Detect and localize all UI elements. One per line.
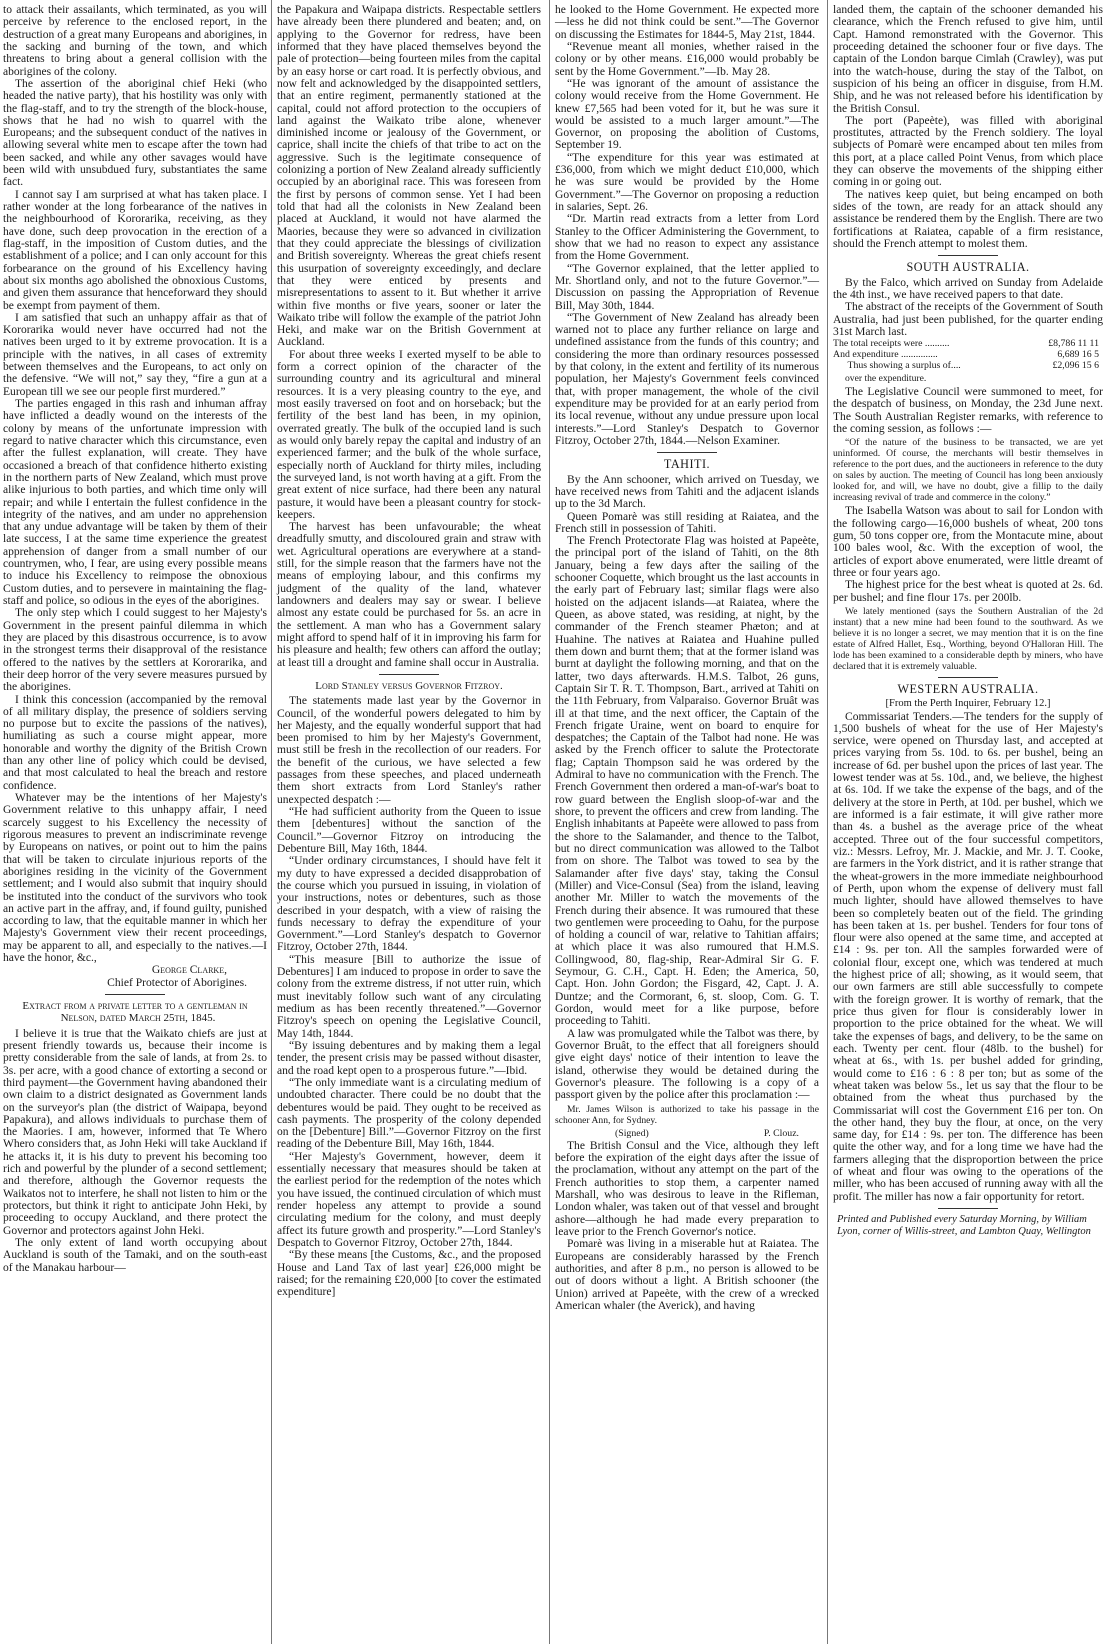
article-paragraph: “Dr. Martin read extracts from a letter from Lord Stanley to the Officer Administering the Government, to show that we had no reason to expect any assistance from the Home Government.	[555, 213, 819, 263]
row-value: £2,096 15 6	[1052, 360, 1099, 372]
small-print-paragraph: We lately mentioned (says the Southern Australian of the 2d instant) that a new mine had been found to the southward. As we believe it is no longer a secret, we may mention that it is on the fine estate of Alfred Hallet, Esq., Worthing, beyond O'Halloran Hill. The lode has been examined to a considerable depth by miners, who have declared that it is extremely valuable.	[833, 605, 1103, 672]
small-print-paragraph: Mr. James Wilson is authorized to take his passage in the schooner Ann, for Sydney.	[555, 1103, 819, 1126]
article-paragraph: “By issuing debentures and by making them a legal tender, the present crisis may be passed without disaster, and the road kept open to a prosperous future.”—Ibid.	[277, 1039, 541, 1077]
article-paragraph: “This measure [Bill to authorize the issue of Debentures] I am induced to propose in order to save the colony from the extreme distress, if not utter ruin, which must inevitably follow such want of any circulating medium as has been recently threatened.”—Governor Fitzroy's speech on opening the Legislative Council, May 14th, 1844.	[277, 953, 541, 1040]
row-value: 6,689 16 5	[1057, 349, 1099, 361]
column-3	[555, 4, 819, 1312]
article-paragraph: “The Governor explained, that the letter applied to Mr. Shortland only, and not to the future Governor.”—Discussion on passing the Appropriation of Revenue Bill, May 30th, 1844.	[555, 262, 819, 312]
row-value: P. Clouz.	[763, 1127, 799, 1139]
column-4	[833, 4, 1103, 1238]
article-paragraph: “The expenditure for this year was estimated at £36,000, from which we might deduct £10,000, which he was sure would be provided by the Home Government.”—The Governor on proposing a reduction in salaries, Sept. 26.	[555, 151, 819, 213]
article-paragraph: For about three weeks I exerted myself to be able to form a correct opinion of the character of the surrounding country and its agricultural and mineral resources. It is a very pleasing country to the eye, and most easily traversed on foot and on horseback; but the fertility of the best land has been, in my opinion, overrated greatly. The bulk of the occupied land is such as would only barely repay the capital and industry of an experienced farmer; and the bulk of the whole surface, especially north of Auckland for thirty miles, including the surveyed land, is not worth having at a gift. From the great extent of nice surface, had there been any natural pasture, it would have been a pleasant country for stock-keepers.	[277, 348, 541, 521]
article-paragraph: “Her Majesty's Government, however, deem it essentially necessary that measures should be taken at the earliest period for the redemption of the notes which you have issued, the continued circulation of which must render hopeless any attempt to provide a sound circulating medium for the colony, and must deeply affect its future growth and prosperity.”—Lord Stanley's Despatch to Governor Fitzroy, October 27th, 1844.	[277, 1150, 541, 1249]
article-paragraph: A law was promulgated while the Talbot was there, by Governor Bruât, to the effect that all foreigners should give eight days' notice of their intention to leave the island, otherwise they would be detained during the Governor's pleasure. The following is a copy of a passport given by the police after this proclamation :—	[555, 1027, 819, 1102]
section-rule	[657, 452, 717, 453]
accounts-row	[833, 338, 1103, 349]
section-heading: TAHITI.	[663, 457, 711, 472]
article-paragraph: Pomarè was living in a miserable hut at Raiatea. The Europeans are considerably harassed by the French authorities, and after 8 p.m., no person is allowed to be out of doors without a light. A British schooner (the Union) arrived at Papeète, with the crew of a wrecked American whaler (the Averick), and having	[555, 1238, 819, 1312]
article-paragraph: the Papakura and Waipapa districts. Respectable settlers have already been there plundered and beaten; and, on applying to the Governor for redress, have been informed that they have placed themselves beyond the pale of protection—being fourteen miles from the capital by an easy horse or cart road. It is perfectly obvious, and now felt and acknowledged by the disappointed settlers, that an entire regiment, permanently stationed at the capital, could not afford protection to the occupiers of land against the Waikato tribe alone, whenever diminished income or jealousy of the Government, or caprice, shall incite the chiefs of that tribe to act on the aggressive. Such is the legitimate consequence of colonizing a portion of New Zealand already sufficiently occupied by an aboriginal race. This was foreseen from the first by persons of common sense. Yet I had been told that had all the colonists in New Zealand been placed at Auckland, it would not have alarmed the Maories, because they were so advanced in civilization that they could appreciate the blessings of civilization and British sovereignty. Whereas the great chiefs resent this usurpation of sovereignty exceedingly, and declare that they were enticed by presents and misrepresentations to assent to it. But whether it arrive within five months or five years, sooner or later the Waikato tribe will follow the example of the patriot John Heki, and make war on the British Government at Auckland.	[277, 4, 541, 349]
column-divider	[271, 0, 272, 1644]
article-paragraph: I am satisfied that such an unhappy affair as that of Kororarika would never have occurred had not the natives been urged to it by extreme provocation. It is a principle with the natives, in all cases of extremity between themselves and the Europeans, to act only on the defensive. “We will not,” say they, “fire a gun at a European till we see our people first murdered.”	[3, 311, 267, 398]
row-label: And expenditure ...............	[833, 349, 938, 361]
article-paragraph: The abstract of the receipts of the Government of South Australia, had just been published, for the quarter ending 31st March last.	[833, 301, 1103, 338]
section-rule	[938, 1208, 998, 1209]
passport-signature	[555, 1128, 819, 1140]
article-paragraph: Queen Pomarè was still residing at Raiatea, and the French still in possession of Tahiti.	[555, 510, 819, 535]
small-print-paragraph: over the expenditure.	[845, 373, 927, 385]
row-label: (Signed)	[615, 1127, 649, 1139]
article-paragraph: The port (Papeète), was filled with aboriginal prostitutes, attracted by the French soldiery. The loyal subjects of Pomarè were encamped about ten miles from this port, at a place called Point Venus, from which place they can observe the movements of the shipping either coming in or going out.	[833, 114, 1103, 189]
section-rule	[379, 674, 439, 675]
article-paragraph: “Revenue meant all monies, whether raised in the colony or by other means. £16,000 would probably be sent by the Home Government.”—Ib. May 28.	[555, 40, 819, 78]
article-heading: Extract from a private letter to a gentleman in Nelson, dated March 25th, 1845.	[22, 1000, 248, 1025]
article-paragraph: I believe it is true that the Waikato chiefs are just at present friendly towards us, because their income is pretty considerable from the sale of lands, at from 2s. to 3s. per acre, with a good chance of extorting a second or third payment—the Government having abandoned their own claim to a district designated as Government lands on the surveyor's plan (the district of Waipapa, beyond Papakura), and allows individuals to purchase them of the Maories. I am, however, informed that Te Whero Whero considers that, as John Heki will take Auckland if he attacks it, it is his duty to prevent his becoming too rich and powerful by the plunder of a second settlement; and therefore, although the Governor requests the Waikatos not to interfere, he shall not listen to him or the protectors, but think it right to anticipate John Heki, by proceeding to occupy Auckland, and there protect the Governor and protectors against John Heki.	[3, 1027, 267, 1237]
article-paragraph: The only extent of land worth occupying about Auckland is south of the Tamaki, and on the south-east of the Manakau harbour—	[3, 1236, 267, 1274]
article-paragraph: “He was ignorant of the amount of assistance the colony would receive from the Home Government. He knew £7,565 had been voted for it, but he was sure it would be assisted to a much larger amount.”—The Governor, on proposing the abolition of Customs, September 19.	[555, 77, 819, 152]
article-paragraph: The assertion of the aboriginal chief Heki (who headed the native party), that his hostility was only with the flag-staff, and to try the strength of the block-house, shows that he had no wish to quarrel with the Europeans; and the subsequent conduct of the natives in allowing several white men to escape after the town had been sacked, and while any other savages would have been wild with unsubdued fury, substantiates the same fact.	[3, 77, 267, 189]
column-divider	[549, 0, 550, 1644]
section-rule	[105, 994, 165, 995]
article-paragraph: The only step which I could suggest to her Majesty's Government in the present painful dilemma in which they are placed by this disastrous occurrence, is to avow in the strongest terms their disapproval of the resistance offered to the natives by the settlers at Kororarika, and their deep horror of the very severe measures pursued by the aborigines.	[3, 607, 267, 694]
article-paragraph: The French Protectorate Flag was hoisted at Papeète, the principal port of the island of Tahiti, on the 8th January, being a few days after the sailing of the schooner Coquette, which brought us the last accounts in the early part of February last; similar flags were also hoisted on the adjacent islands—at Raiatea, where the Queen, as above stated, was residing, at night, by the commander of the French steamer Phæton; and at Huahine. The natives at Raiatea and Huahine pulled them down and burnt them; that at the former island was burnt at daylight the following morning, and that on the latter, two days afterwards. H.M.S. Talbot, 26 guns, Captain Sir T. R. T. Thompson, Bart., arrived at Tahiti on the 11th February, from Valparaiso. Governor Bruât was ill at that time, and the next officer, the Captain of the French frigate Uraine, went on board to enquire for despatches; the Captain of the Talbot had none. He was asked by the French officer to salute the Protectorate flag; Captain Thompson said he was ordered by the Admiral to have no communication with the French. The French Government then ordered a man-of-war's boat to row guard between the English sloop-of-war and the shore, to prevent the officers and crew from landing. The English inhabitants at Papeète were allowed to pass from the shore to the Salamander, and thence to the Talbot, but no direct communication was allowed to the Talbot from on shore. The Talbot was towed to sea by the Salamander after five days' stay, taking the Consul (Miller) and Vice-Consul (Sea) from the island, leaving another Mr. Miller to watch the movements of the French during their absence. It was rumoured that these two gentlemen were proceeding to Oahu, for the purpose of holding a council of war, relative to Tahitian affairs; at which place it was also rumoured that H.M.S. Collingwood, 80, flag-ship, Rear-Admiral Sir G. F. Seymour, G. C.H., Capt. H. Eden; the America, 50, Capt. Hon. John Gordon; the Fisgard, 42, Capt. J. A. Duntze; and the Cormorant, 6, st. sloop, Com. G. T. Gordon, would meet for a like purpose, before proceeding to Tahiti.	[555, 535, 819, 1028]
article-paragraph: “The only immediate want is a circulating medium of undoubted character. There could be no doubt that the debentures would be paid. They ought to be received as cash payments. The prosperity of the colony depended on the [Debenture] Bill.”—Governor Fitzroy on the first reading of the Debenture Bill, May 16th, 1844.	[277, 1076, 541, 1151]
article-paragraph: The Legislative Council were summoned to meet, for the despatch of business, on Monday, the 23d June next. The South Australian Register remarks, with reference to the coming session, as follows :—	[833, 386, 1103, 436]
article-paragraph: The Isabella Watson was about to sail for London with the following cargo—16,000 bushels of wheat, 200 tons gum, 50 tons copper ore, from the Montacute mine, about 100 bales wool, &c. With the exception of wool, the articles of export above enumerated, were little dreamt of three or four years ago.	[833, 505, 1103, 579]
article-paragraph: landed them, the captain of the schooner demanded his clearance, which the French refused to give him, until Capt. Hamond remonstrated with the Governor. This proceeding detained the schooner four or five days. The captain of the London barque Cimlah (Crawley), was put into the watch-house, during the stay of the Talbot, on suspicion of his being an officer in disguise, from H.M. Ship, and he was not released before his identification by the British Consul.	[833, 4, 1103, 115]
column-2	[277, 4, 541, 1299]
row-label: Thus showing a surplus of....	[833, 360, 961, 372]
imprint-line: Printed and Published every Saturday Morning, by William Lyon, corner of Willis-street, and Lambton Quay, Wellington	[837, 1214, 1091, 1237]
source-line: [From the Perth Inquirer, February 12.]	[885, 698, 1051, 710]
section-rule	[938, 677, 998, 678]
row-label: The total receipts were ..........	[833, 338, 950, 350]
article-paragraph: I think this concession (accompanied by the removal of all military display, the presence of soldiers serving no purpose but to excite the passions of the natives), humiliating as such a course might appear, more honorable and worthy the dignity of the British Crown than any other line of policy which could be devised, and that most calculated to heal the breach and restore confidence.	[3, 693, 267, 792]
column-divider	[827, 0, 828, 1644]
article-heading: Lord Stanley versus Governor Fitzroy.	[315, 679, 503, 692]
signature-name: George Clarke,	[151, 964, 227, 977]
section-rule	[938, 255, 998, 256]
column-1	[3, 4, 267, 1274]
article-paragraph: The parties engaged in this rash and inhuman affray have inflicted a deadly wound on the interests of the colony by means of the unfortunate impression with regard to native character which this circumstance, even after the fullest explanation, will create. They have occasioned a breach of that confidence hitherto existing in the northern parts of New Zealand, which must prove alike injurious to both parties, and which time only will repair; and while I entertain the fullest confidence in the integrity of the natives, and am under no apprehension that any undue advantage will be taken by them of their late success, I at the same time experience the greatest apprehension of danger from a small number of our countrymen, who, I fear, are using every possible means to induce his Excellency to reimpose the obnoxious Custom duties, and to persevere in maintaining the flag-staff and police, so odious in the eyes of the aborigines.	[3, 398, 267, 607]
accounts-row	[833, 349, 1103, 360]
article-paragraph: “Under ordinary circumstances, I should have felt it my duty to have expressed a decided disapprobation of the course which you pursued in issuing, in violation of your instructions, notes or debentures, such as those described in your despatch, with a view of raising the funds necessary to defray the expenditure of your Government.”—Lord Stanley's despatch to Governor Fitzroy, October 27th, 1844.	[277, 855, 541, 954]
signature-title: Chief Protector of Aborigines.	[107, 976, 247, 989]
accounts-row	[833, 360, 1103, 371]
article-paragraph: The natives keep quiet, but being encamped on both sides of the town, are ready for an attack should any assistance be rendered them by the English. There are two fortifications at Raiatea, capable of a firm resistance, should the French attempt to molest them.	[833, 188, 1103, 250]
article-paragraph: he looked to the Home Government. He expected more—less he did not think could be sent.”—The Governor on discussing the Estimates for 1844-5, May 21st, 1844.	[555, 4, 819, 41]
article-paragraph: Whatever may be the intentions of her Majesty's Government relative to this unhappy affair, I need scarcely suggest to his Excellency the necessity of rigorous measures to prevent an indiscriminate revenge by Europeans on natives, or point out to him the pains that will be taken to circulate injurious reports of the aborigines residing in the vicinity of the Government settlement; and I would also submit that inquiry should be instituted into the conduct of the survivors who took an active part in the affray, and, if found guilty, punished according to law, that the equitable manner in which her Majesty's Government view their recent proceedings, may be apparent to all, and especially to the natives.—I have the honor, &c.,	[3, 792, 267, 965]
article-paragraph: By the Falco, which arrived on Sunday from Adelaide the 4th inst., we have received papers to that date.	[833, 276, 1103, 301]
article-paragraph: The statements made last year by the Governor in Council, of the wonderful powers delegated to him by her Majesty, and the equally wonderful support that had been promised to him by her Majesty's Government, must still be fresh in the recollection of our readers. For the benefit of the curious, we have selected a few passages from these speeches, and placed underneath them short extracts from Lord Stanley's rather unexpected despatch :—	[277, 695, 541, 806]
article-paragraph: to attack their assailants, which terminated, as you will perceive by reference to the enclosed report, in the destruction of a great many Europeans and aborigines, in the sacking and burning of the town, and which threatens to bring about a general collision with the aborigines of the colony.	[3, 4, 267, 78]
article-paragraph: By the Ann schooner, which arrived on Tuesday, we have received news from Tahiti and the adjacent islands up to the 3d March.	[555, 473, 819, 511]
article-paragraph: The British Consul and the Vice, although they left before the expiration of the eight days after the issue of the proclamation, without any attempt on the part of the French authorities to stop them, a carpenter named Marshall, who was desirous to leave in the Rifleman, London whaler, was taken out of that vessel and brought ashore—although he had made every preparation to leave prior to the French Governor's notice.	[555, 1139, 819, 1238]
row-value: £8,786 11 11	[1048, 338, 1099, 350]
article-paragraph: The harvest has been unfavourable; the wheat dreadfully smutty, and discoloured grain and straw with wet. Agricultural operations are everywhere at a stand-still, for the simple reason that the farmers have not the means of employing labour, and this confirms my judgment of the quality of the land, whatever landowners and dealers may say or swear. I believe almost any estate could be purchased for 5s. an acre in the settlement. A man who has a Government salary might afford to spend half of it in improving his farm for his pleasure and health; few others can afford the outlay; at least till a drought and famine shall occur in Australia.	[277, 521, 541, 669]
article-paragraph: “By these means [the Customs, &c., and the proposed House and Land Tax of last year] £26,000 might be raised; for the remaining £20,000 [to cover the estimated expenditure]	[277, 1249, 541, 1299]
article-paragraph: “The Government of New Zealand has already been warned not to place any further reliance on large and undefined assistance from the funds of this country; and considering the more than ordinary resources possessed by that colony, in the extent and fertility of its numerous population, her Majesty's Government feels convinced that, with proper management, the whole of the civil expenditure may be provided for at an early period from its local revenue, without any undue pressure upon local interests.”—Lord Stanley's Despatch to Governor Fitzroy, October 27th, 1844.—Nelson Examiner.	[555, 311, 819, 447]
section-heading: WESTERN AUSTRALIA.	[897, 681, 1039, 696]
article-paragraph: The highest price for the best wheat is quoted at 2s. 6d. per bushel; and fine flour 17s. per 200lb.	[833, 579, 1103, 604]
article-paragraph: Commissariat Tenders.—The tenders for the supply of 1,500 bushels of wheat for the use of Her Majesty's service, were opened on Thursday last, and accepted at prices varying from 5s. 10d. to 6s. per bushel, being an increase of 6d. per bushel upon the prices of last year. The lowest tender was at 5s. 10d., and, we believe, the highest at 6s. 10d. If we take the expense of the bags, and of the delivery at the store in Perth, at 10d. per bushel, which we are informed is a fair estimate, it will give rather more than 4s. a bushel as the average price of the wheat accepted. Three out of the four successful competitors, viz.: Messrs. Lefroy, Mr. J. Mackie, and Mr. J. T. Cooke, are farmers in the York district, and it is rather strange that the wheat-growers in the more immediate neighbourhood of Perth, upon whom the expense of delivery must fall much lighter, should have allowed themselves to have been so completely beaten out of the field. The grinding has been taken at 1s. per bushel. Tenders for four tons of flour were also opened at the same time, and accepted at £14 : 9s. per ton. All the samples forwarded were of colonial flour, except one, which was tendered at much the highest price of all; showing, as it would seem, that our own farmers are still able successfully to compete with the foreign grower. It is worthy of remark, that the price thus given for flour is considerably lower in proportion to the price obtained for the wheat. We will take the expenses of bags, and delivery, to be the same on each. Twenty per cent. flour (48lb. to the bushel) for wheat at 6s., with 1s. per bushel added for grinding, would come to £16 : 6 : 8 per ton; but as some of the wheat taken was below 5s., let us say that the flour to be obtained from the wheat thus purchased by the Commissariat will cost the Government £16 per ton. On the other hand, they buy the flour, at once, on the very same day, for £14 : 9s. per ton. The difference has been quite the other way, and for a long time we have had the farmers alleging that the disproportion between the price of wheat and flour was owing to the operations of the miller, who has been accused of running away with all the profit. The miller has now a fair opportunity for retort.	[833, 710, 1103, 1203]
article-paragraph: “He had sufficient authority from the Queen to issue them [debentures] without the sanction of the Council.”—Governor Fitzroy on introducing the Debenture Bill, May 16th, 1844.	[277, 806, 541, 855]
article-paragraph: I cannot say I am surprised at what has taken place. I rather wonder at the long forbearance of the natives in the neighbourhood of Kororarika, receiving, as they have done, such deep provocation in the erection of a flag-staff, in the imposition of Custom duties, and the establishment of a police; and I can only account for this forbearance on the ground of his Excellency having about six months ago abolished the obnoxious Customs, and given them assurance that henceforward they should be exempt from payment of them.	[3, 188, 267, 312]
section-heading: SOUTH AUSTRALIA.	[906, 260, 1030, 275]
small-print-paragraph: “Of the nature of the business to be transacted, we are yet uninformed. Of course, the merchants will bestir themselves in reference to the port dues, and the auctioneers in reference to the duty on sales by auction. The meeting of Council has long been anxiously looked for, and will, we have no doubt, give a fillip to the daily increasing revival of trade and commerce in the colony.”	[833, 437, 1103, 504]
